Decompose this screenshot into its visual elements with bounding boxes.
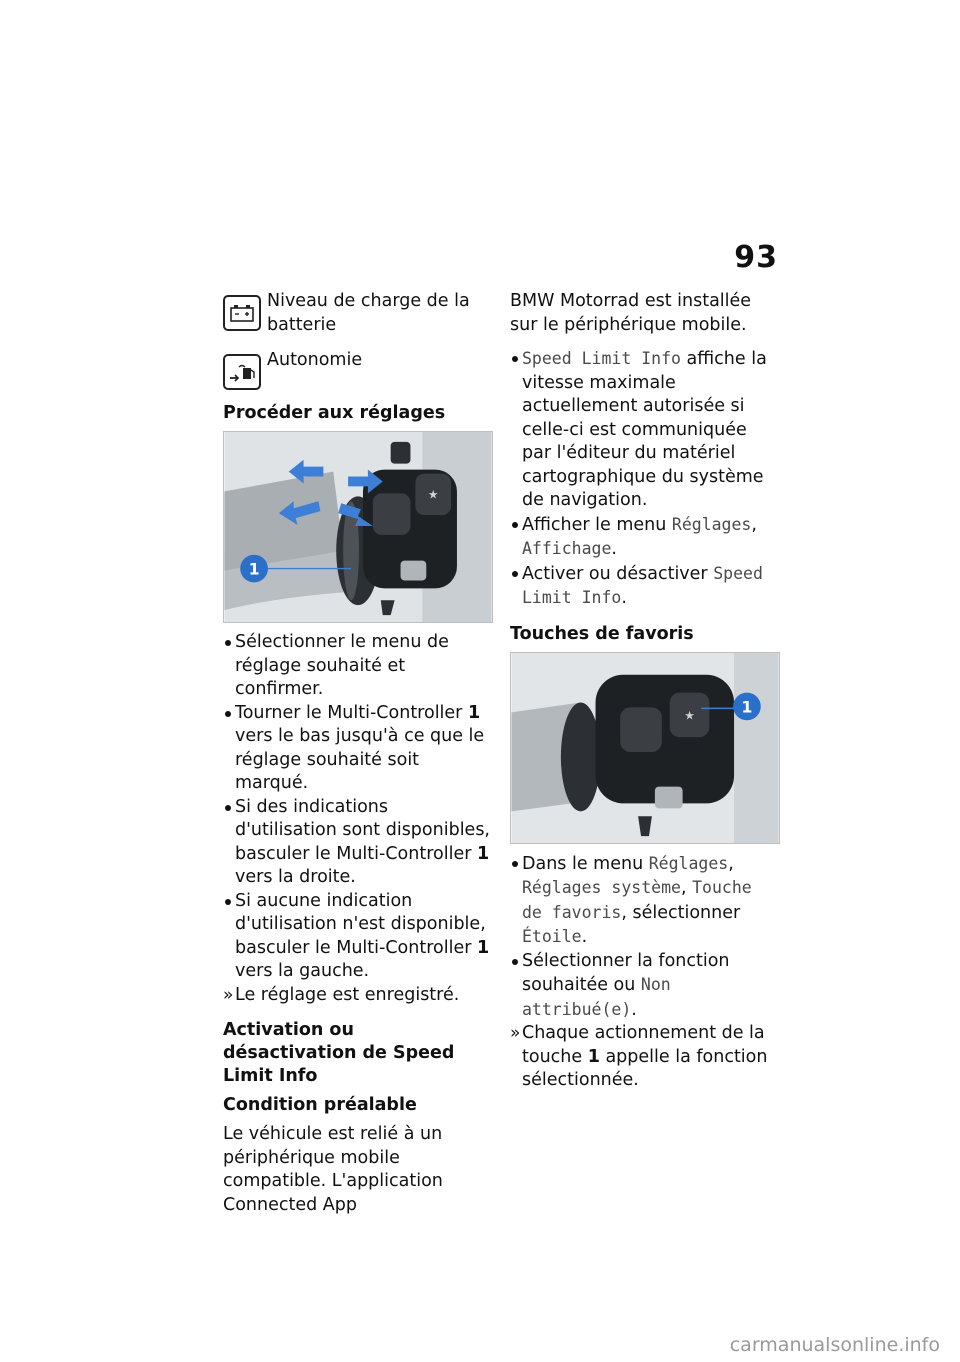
- multi-controller-photo: [223, 431, 493, 623]
- menu-term: Non attribué(e): [522, 975, 671, 1019]
- callout-ref: 1: [476, 937, 490, 958]
- heading-favorites: Touches de favoris: [510, 623, 694, 644]
- step-text: Le réglage est enregistré.: [235, 984, 460, 1005]
- step-text: ,: [728, 853, 734, 874]
- step-item: [223, 796, 493, 890]
- step-item: [510, 562, 780, 611]
- step-text: ,: [680, 878, 693, 898]
- step-text: Dans le menu: [522, 853, 649, 874]
- step-item: [510, 347, 780, 513]
- callout-1-favorites: 1: [741, 696, 753, 716]
- step-text: ,: [751, 514, 757, 535]
- menu-term: Réglages: [671, 514, 752, 534]
- callout-ref: 1: [467, 702, 481, 723]
- menu-term: Réglages système: [522, 878, 681, 897]
- heading-activation: Activation ou désactivation de Speed Limit Info: [223, 1020, 455, 1086]
- icon-row-range: [223, 349, 493, 390]
- left-column: [223, 290, 493, 1217]
- menu-term: Speed Limit Info: [522, 563, 763, 607]
- step-text: .: [621, 588, 627, 608]
- step-text: , sélectionner: [621, 902, 741, 923]
- step-item: [223, 702, 493, 796]
- favorites-button-photo: [510, 652, 780, 844]
- step-text: Afficher le menu: [522, 514, 672, 535]
- step-text: affiche la vitesse maximale actuellement autorisée si celle-ci est communiquée par l'éditeur du matériel cartographique du système de navigation.: [522, 349, 767, 510]
- intro-text: BMW Motorrad est installée sur le périphérique mobile.: [510, 291, 752, 335]
- step-text: .: [631, 999, 637, 1020]
- menu-term: Affichage: [522, 539, 612, 558]
- callout-ref: 1: [476, 843, 490, 864]
- favorites-steps: [510, 852, 780, 1093]
- range-label: Autonomie: [267, 350, 363, 370]
- svg-text:★: ★: [427, 487, 439, 502]
- menu-term: Speed Limit Info: [522, 349, 681, 368]
- speed-limit-steps: [510, 347, 780, 611]
- step-item: [510, 950, 780, 1023]
- icon-row-battery: [223, 290, 493, 337]
- callout-ref: 1: [587, 1046, 600, 1067]
- step-text: Sélectionner le menu de réglage souhaité et confirmer.: [235, 632, 449, 699]
- step-text: appelle la fonction sélectionnée.: [522, 1046, 768, 1090]
- result-item: [223, 984, 493, 1008]
- fuel-range-icon: [223, 354, 261, 390]
- battery-label: Niveau de charge de la batterie: [267, 291, 470, 335]
- step-text: Tourner le Multi-Controller: [235, 702, 468, 723]
- step-text: Sélectionner la fonction souhaitée ou: [522, 950, 730, 995]
- svg-text:★: ★: [684, 707, 695, 722]
- menu-term: Réglages: [648, 853, 729, 873]
- footer-watermark: carmanualsonline.info: [729, 1334, 940, 1356]
- step-text: .: [611, 539, 617, 559]
- result-item: [510, 1022, 780, 1093]
- step-text: Chaque actionnement de la touche: [522, 1023, 765, 1067]
- right-column: [510, 290, 780, 1093]
- page-number: 93: [734, 240, 778, 275]
- step-text: Activer ou désactiver: [522, 563, 714, 584]
- step-text: vers la gauche.: [235, 961, 370, 981]
- step-text: .: [581, 927, 588, 947]
- step-text: vers la droite.: [235, 867, 356, 887]
- menu-term: Touche de favoris: [522, 878, 752, 922]
- settings-steps: [223, 631, 493, 1007]
- heading-settings: Procéder aux réglages: [223, 403, 446, 423]
- step-text: Si aucune indication d'utilisation n'est disponible, basculer le Multi-Controller: [235, 890, 486, 958]
- menu-term: Étoile: [522, 927, 582, 946]
- step-text: Si des indications d'utilisation sont disponibles, basculer le Multi-Controller: [235, 796, 490, 864]
- step-text: vers le bas jusqu'à ce que le réglage souhaité soit marqué.: [235, 726, 485, 793]
- battery-charge-icon: [223, 295, 261, 331]
- step-item: [510, 852, 780, 950]
- heading-precondition: Condition préalable: [223, 1095, 417, 1115]
- step-item: [510, 513, 780, 562]
- callout-1: 1: [248, 559, 260, 579]
- step-item: [223, 890, 493, 984]
- precondition-text: Le véhicule est relié à un périphérique mobile compatible. L'application Connected App: [223, 1124, 443, 1215]
- step-item: [223, 631, 493, 702]
